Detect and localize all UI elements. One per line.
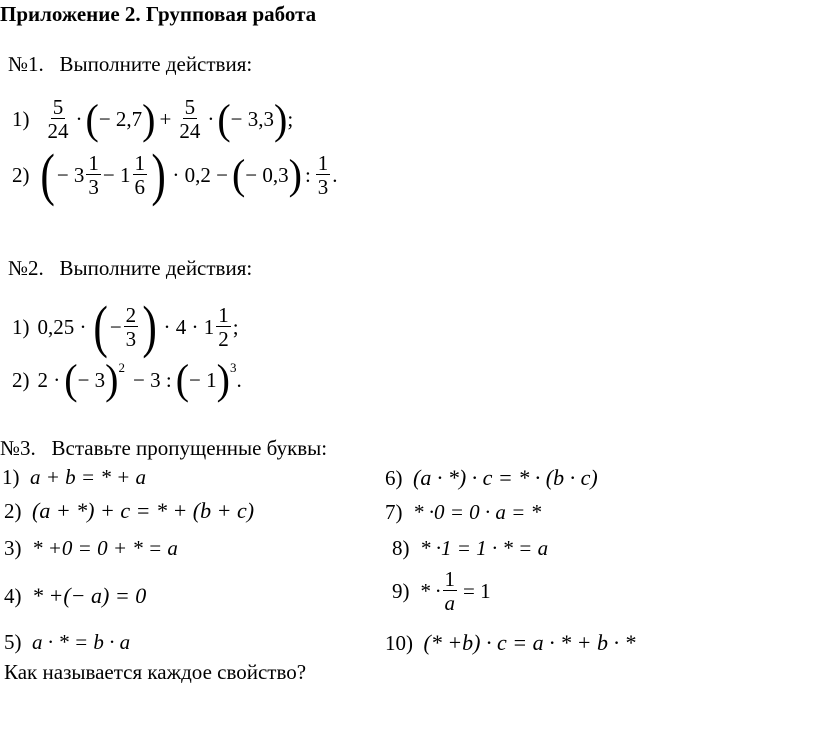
task3-right-9: 9) * · $\frac{1}{a}$ = 1 (392, 567, 491, 615)
fraction: $\frac{1}{3}$ (317, 150, 329, 199)
task2-heading: №2. Выполните действия: (8, 256, 253, 280)
fraction: $\frac{1}{a}$ (444, 567, 455, 615)
task1-heading: №1. Выполните действия: (8, 52, 253, 76)
task3-left-5: 5) a · * = b · a (4, 630, 131, 654)
task3-left-4: 4) * +(− a) = 0 (4, 583, 147, 608)
fraction: $\frac{5}{24}$ (47, 95, 69, 143)
task3-right-7: 7) * ·0 = 0 · a = * (385, 500, 542, 524)
task1-item2: 2) ( − 3 $\frac{1}{3}$ − 1 $\frac{1}{6}$ ) · 0,2 − ( − 0,3 ) : $\frac{1}{3}$ . (12, 142, 338, 207)
task3-right-10: 10) (* +b) · c = a · * + b · * (385, 630, 636, 655)
task3-heading: №3. Вставьте пропущенные буквы: (0, 436, 328, 460)
task3-right-6: 6) (a · *) · c = * · (b · c) (385, 465, 598, 490)
task3-right-8: 8) * ·1 = 1 · * = a (392, 536, 549, 560)
task2-item1: 1) 0,25 · ( − $\frac{2}{3}$ ) · 4 · 1 $\frac{1}{2}$ ; (12, 294, 239, 359)
task1-item1: 1) $\frac{5}{24}$ · ( − 2,7 ) + $\frac{5}{24}$ · ( − 3,3 ) ; (12, 95, 294, 143)
task3-left-3: 3) * +0 = 0 + * = a (4, 536, 178, 560)
fraction: $\frac{1}{6}$ (134, 150, 146, 199)
task3-left-2: 2) (a + *) + c = * + (b + c) (4, 498, 255, 523)
task3-left-1: 1) a + b = * + a (2, 465, 147, 489)
task2-item2: 2) 2 · ( − 3 ) 2 − 3 : ( − 1 ) 3 . (12, 355, 242, 404)
fraction: $\frac{2}{3}$ (125, 302, 137, 351)
task3-question: Как называется каждое свойство? (4, 660, 307, 684)
fraction: $\frac{1}{2}$ (218, 302, 229, 351)
fraction: $\frac{5}{24}$ (179, 95, 201, 143)
fraction: $\frac{1}{3}$ (88, 150, 99, 199)
page-title: Приложение 2. Групповая работа (0, 2, 317, 26)
